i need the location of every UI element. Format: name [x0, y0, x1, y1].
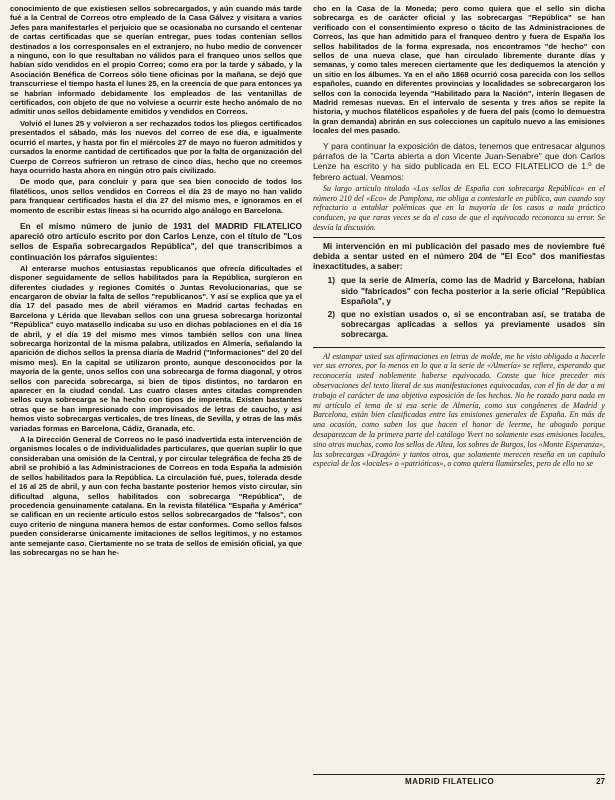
- right-quote-box: [313, 237, 605, 348]
- right-paragraph-3: Al estampar usted sus afirmaciones en letras de molde, me he visto obligado a hacerle ver sus errores, por lo menos en lo que a la serie de «Almería» se refiere, esperando que reconocería usted noblemente haberse equivocado. Conste que hice preceder mis observaciones del texto literal de sus manifestaciones equivocadas, con el fin de dar a mi trabajo el carácter de una objetiva exposición de los hechos. No he rozado para nada en mi artículo el tema de si esa serie de Almería, como sus congéneres de Madrid y Barcelona, están bien clasificadas entre las emisiones generales de España. En más de una ocasión, como saben los que hacen el honor de leerme, he abogado porque desaparezcan de la primera parte del catálogo Yvert no solamente esas emisiones locales, sino otras muchas, como los sellos de Altea, los sobres de Burgos, los «Monte Esperanza», las sobrecargas «Dragón» y tantos otros, que solamente merecen reseña en un capítulo especial de los «locales» o «patrióticos», o como quiera llamárseles, pero de ello no se: [313, 351, 605, 469]
- page-number: 27: [596, 777, 605, 786]
- inaccuracies-list: [313, 275, 605, 339]
- list-item-text: que la serie de Almería, como las de Madrid y Barcelona, habían sido "fabricados" con fecha posterior a la serie oficial "República Española", y: [341, 275, 605, 306]
- list-item-text: que no existían usados o, si se encontraban así, se trataba de sobrecargas aplicadas a sellos ya previamente usados sin sobrecarga.: [341, 309, 605, 340]
- list-item: [313, 275, 605, 306]
- right-section-heading: Mi intervención en mi publicación del pasado mes de noviembre fué debida a sentar usted en el número 204 de "El Eco" dos manifiestas inexactitudes, a saber:: [313, 240, 605, 272]
- publication-name: MADRID FILATELICO: [405, 777, 495, 786]
- left-quote-1: Al enterarse muchos entusiastas republicanos que ofrecía dificultades el disponer seguidamente de sellos habilitados para la República, surgieron en diferentes ciudades y regiones Comités o Juntas Revolucionarias, que se encargaron de obviar la falta de sellos "republicanos". Y así se explica que ya el día 17 del pasado mes de abril viéramos en Madrid cartas fechadas en Barcelona y Lérida que llevaban sellos con una gruesa sobrecarga horizontal "República" cuyo matasello indicaba su uso en dichas poblaciones en el día 16 de abril, y el día 19 del mismo mes vimos también sellos con una línea sobrecarga horizontal de la misma palabra, utilizados en Almería, señalando la aparición de dichos sellos la prensa diaria de Madrid ("Informaciones" del 20 del mismo mes). En la capital se utilizaron pronto, aunque desconocidos por la mayoría de la gente, unos sellos con una sobrecarga de forma diagonal, y otros sellos con parecida sobrecarga, si bien de tipos distintos, no tardaron en aparecer en la ciudad condal. Las cuatro clases antes citadas comprenden sellos cuya sobrecarga se ha hecho con tipos de imprenta. Existen bastantes otras que se han impresionado con improvisados de letras de caucho, y así hemos visto sobrecargas verticales, de tres líneas, de Sevilla, y otras de las más variadas formas en Barcelona, Cádiz, Granada, etc.: [10, 263, 302, 433]
- left-paragraph-1: conocimiento de que existiesen sellos sobrecargados, y aún cuando más tarde fué a la Central de Correos otro empleado de la Casa Gálvez y visitara a varios Jefes para manifestarles el perjuicio que se ocasionaba no cursando el centenar de cartas certificadas que se querían entregar, pues todas contenían sellos destinados a los corresponsales en el extranjero, no hubo medio de convencer a ninguno, con lo que resultaban no válidos para el franqueo unos sellos que habían sido vendidos en el propio Correo; como era por la tarde y sábado, y la Asociación Benéfica de Correos sólo tiene oficinas por la mañana, se dejó que transcurriese el tiempo hasta el lunes 25, en la creencia de que para entonces ya se habrían informado debidamente los empleados de las ventanillas de certificados, con objeto de que no volviese a ocurrir este hecho anómalo de no admitir unos sellos debidamente emitidos y vendidos en Correos.: [10, 4, 302, 117]
- left-column: [10, 4, 302, 559]
- left-paragraph-3: De modo que, para concluir y para que sea bien conocido de todos los filatélicos, unos sellos vendidos en Correos el día 23 de mayo no han valido para franquear certificados hasta el día 27 del mismo mes, e ignoramos en el momento de escribir estas líneas si ha ocurrido algo análogo en Barcelona.: [10, 177, 302, 215]
- left-paragraph-2: Volvió el lunes 25 y volvieron a ser rechazados todos los pliegos certificados presentados el sábado, más los nuevos del correo de ese día, e igualmente ocurrió el martes, y hasta por fin el miércoles 27 de mayo no fueron admitidos y cursados la enorme cantidad de certificados que por la falta de organización del Cuerpo de Correos sufrieron un retraso de cinco días, hecho que no creemos haya ocurrido hasta ahora en ningún otro país civilizado.: [10, 118, 302, 175]
- left-quote-2: A la Dirección General de Correos no le pasó inadvertida esta intervención de organismos locales o de individualidades particulares, que querían suplir lo que consideraban una omisión de la Central, y por circular telegráfica de fecha 25 de abril se prohibió a las Administraciones de Correos en toda España la admisión de sellos habilitados para la República. La circulación fué, pues, tolerada desde el 16 al 25 de abril, y aun con fecha bastante posterior hemos visto circular, sin dificultad alguna, sellos habilitados con sobrecarga "República", de procedencia genuinamente catalana. En la revista filatélica "España y América" se califican en un reciente artículo estos sellos sobrecargados de "falsos", con cuyo criterio de ninguna manera hemos de estar conformes. Como sellos falsos pueden considerarse únicamente imitaciones de sellos legítimos, y no estamos ante semejante caso. Ciertamente no se trata de sellos de emisión oficial, ya que las sobrecargas no se han he-: [10, 435, 302, 557]
- right-quote-text: Su largo artículo titulado «Los sellos de España con sobrecarga República» en el número 210 del «Eco» de Pamplona, me obliga a contestarle en público, aun cuando soy refractario a entablar polémicas que en la mayoría de los casos a nada práctico conducen, ya que raras veces se da el caso de que el equivocado reconozca su error. Se desvía la discusión.: [313, 183, 605, 233]
- list-item-number: 1): [327, 275, 335, 286]
- right-paragraph-1: cho en la Casa de la Moneda; pero como quiera que el sello sin dicha sobrecarga es de carácter oficial y las sobrecargas "República" se han verificado con el consentimiento expreso o tácito de las Administraciones de Correos, las que han admitido para el franqueo dentro y fuera de España los sellos habilitados de la forma expresada, nos encontramos "de hecho" con sellos de una nueva clase, que han circulado libremente durante días y semanas, y como tales merecen ciertamente que les dediquemos la atención y un sitio en los álbumes. Ya en el año 1868 ocurrió cosa parecida con los sellos españoles, cuando en diferentes provincias y localidades se sobrecargaron los sellos con la conocida leyenda "Habilitado para la Nación", interín llegasen de Madrid remesas nuevas. En el intervalo de sesenta y tres años se repite la historia, y muchos filatélicos españoles y de fuera del país (como lo demuestra la gran demanda) abrirán en sus colecciones un capítulo nuevo a las emisiones locales del mes pasado.: [313, 4, 605, 136]
- page-footer: [313, 774, 605, 786]
- list-item: [313, 309, 605, 340]
- right-paragraph-2: Y para continuar la exposición de datos, tenemos que entresacar algunos párrafos de la "Carta abierta a don Vicente Juan-Senabre" que don Carlos Lenze ha escrito y ha sido publicada en EL ECO FILATELICO de 1.º de febrero actual. Veamos:: [313, 140, 605, 182]
- right-column: [313, 4, 605, 471]
- left-section-heading: En el mismo número de junio de 1931 del MADRID FILATELICO apareció otro artículo escrito por don Carlos Lenze, con el título de "Los sellos de España sobrecargados República", del que transcribimos a continuación los párrafos siguientes:: [10, 220, 302, 262]
- list-item-number: 2): [327, 309, 335, 320]
